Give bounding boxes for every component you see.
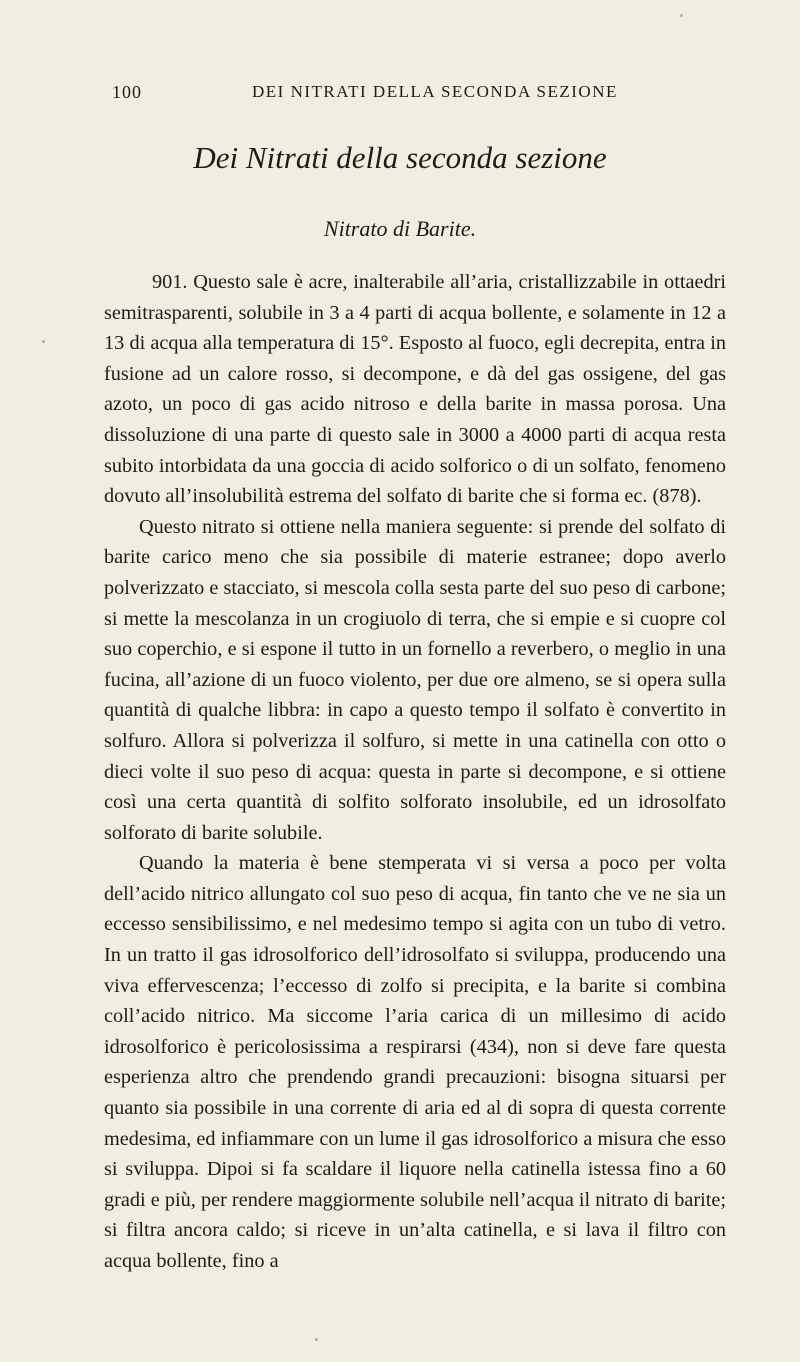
paper-speck bbox=[42, 340, 45, 343]
paragraph-procedure: Quando la materia è bene stemperata vi si versa a poco per volta dell’acido nitrico allungato col suo peso di acqua, fin tanto che ve ne sia un eccesso sensibilissimo, e nel medesimo tempo si agita con un tubo di vetro. In un tratto il gas idrosolforico dell’idrosolfato si sviluppa, producendo una viva effervescenza; l’eccesso di zolfo si precipita, e la barite si combina coll’acido nitrico. Ma siccome l’aria carica di un millesimo di acido idrosolforico è pericolosissima a respirarsi (434), non si deve fare questa esperienza altro che prendendo grandi precauzioni: bisogna situarsi per quanto sia possibile in una corrente di aria ed al di sopra di questa corrente medesima, ed infiammare con un lume il gas idrosolforico a misura che esso si sviluppa. Dipoi si fa scaldare il liquore nella catinella istessa fino a 60 gradi e più, per rendere maggiormente solubile nell’acqua il nitrato di barite; si filtra ancora caldo; si riceve in un’alta catinella, e si lava il filtro con acqua bollente, fino a bbox=[104, 852, 726, 1272]
page-number: 100 bbox=[112, 82, 142, 102]
body-text bbox=[104, 267, 726, 1277]
running-head bbox=[112, 82, 720, 112]
chapter-title: Dei Nitrati della seconda sezione bbox=[193, 140, 607, 175]
paragraph-901: 901. Questo sale è acre, inalterabile all’aria, cristallizzabile in ottaedri semitrasparenti, solubile in 3 a 4 parti di acqua bollente, e solamente in 12 a 13 di acqua alla temperatura di 15°. Esposto al fuoco, egli decrepita, entra in fusione ad un calore rosso, si decompone, e dà del gas ossigene, del gas azoto, un poco di gas acido nitroso e della barite in massa porosa. Una dissoluzione di una parte di questo sale in 3000 a 4000 parti di acqua resta subito intorbidata da una goccia di acido solforico o di un solfato, fenomeno dovuto all’insolubilità estrema del solfato di barite che si forma ec. (878). bbox=[104, 271, 726, 508]
paper-speck bbox=[680, 14, 683, 17]
paper-speck bbox=[315, 1338, 318, 1341]
section-title: Nitrato di Barite. bbox=[323, 216, 477, 241]
paragraph-preparation: Questo nitrato si ottiene nella maniera seguente: si prende del solfato di barite carico meno che sia possibile di materie estranee; dopo averlo polverizzato e stacciato, si mescola colla sesta parte del suo peso di carbone; si mette la mescolanza in un crogiuolo di terra, che si empie e si cuopre col suo coperchio, e si espone il tutto in un fornello a reverbero, o meglio in una fucina, all’azione di un fuoco violento, per due ore almeno, se si opera sulla quantità di qualche libbra: in capo a questo tempo il solfato è convertito in solfuro. Allora si polverizza il solfuro, si mette in una catinella con otto o dieci volte il suo peso di acqua: questa in parte si decompone, e si ottiene così una certa quantità di solfito solforato insolubile, ed un idrosolfato solforato di barite solubile. bbox=[104, 515, 726, 844]
running-title: DEI NITRATI DELLA SECONDA SEZIONE bbox=[252, 82, 618, 101]
